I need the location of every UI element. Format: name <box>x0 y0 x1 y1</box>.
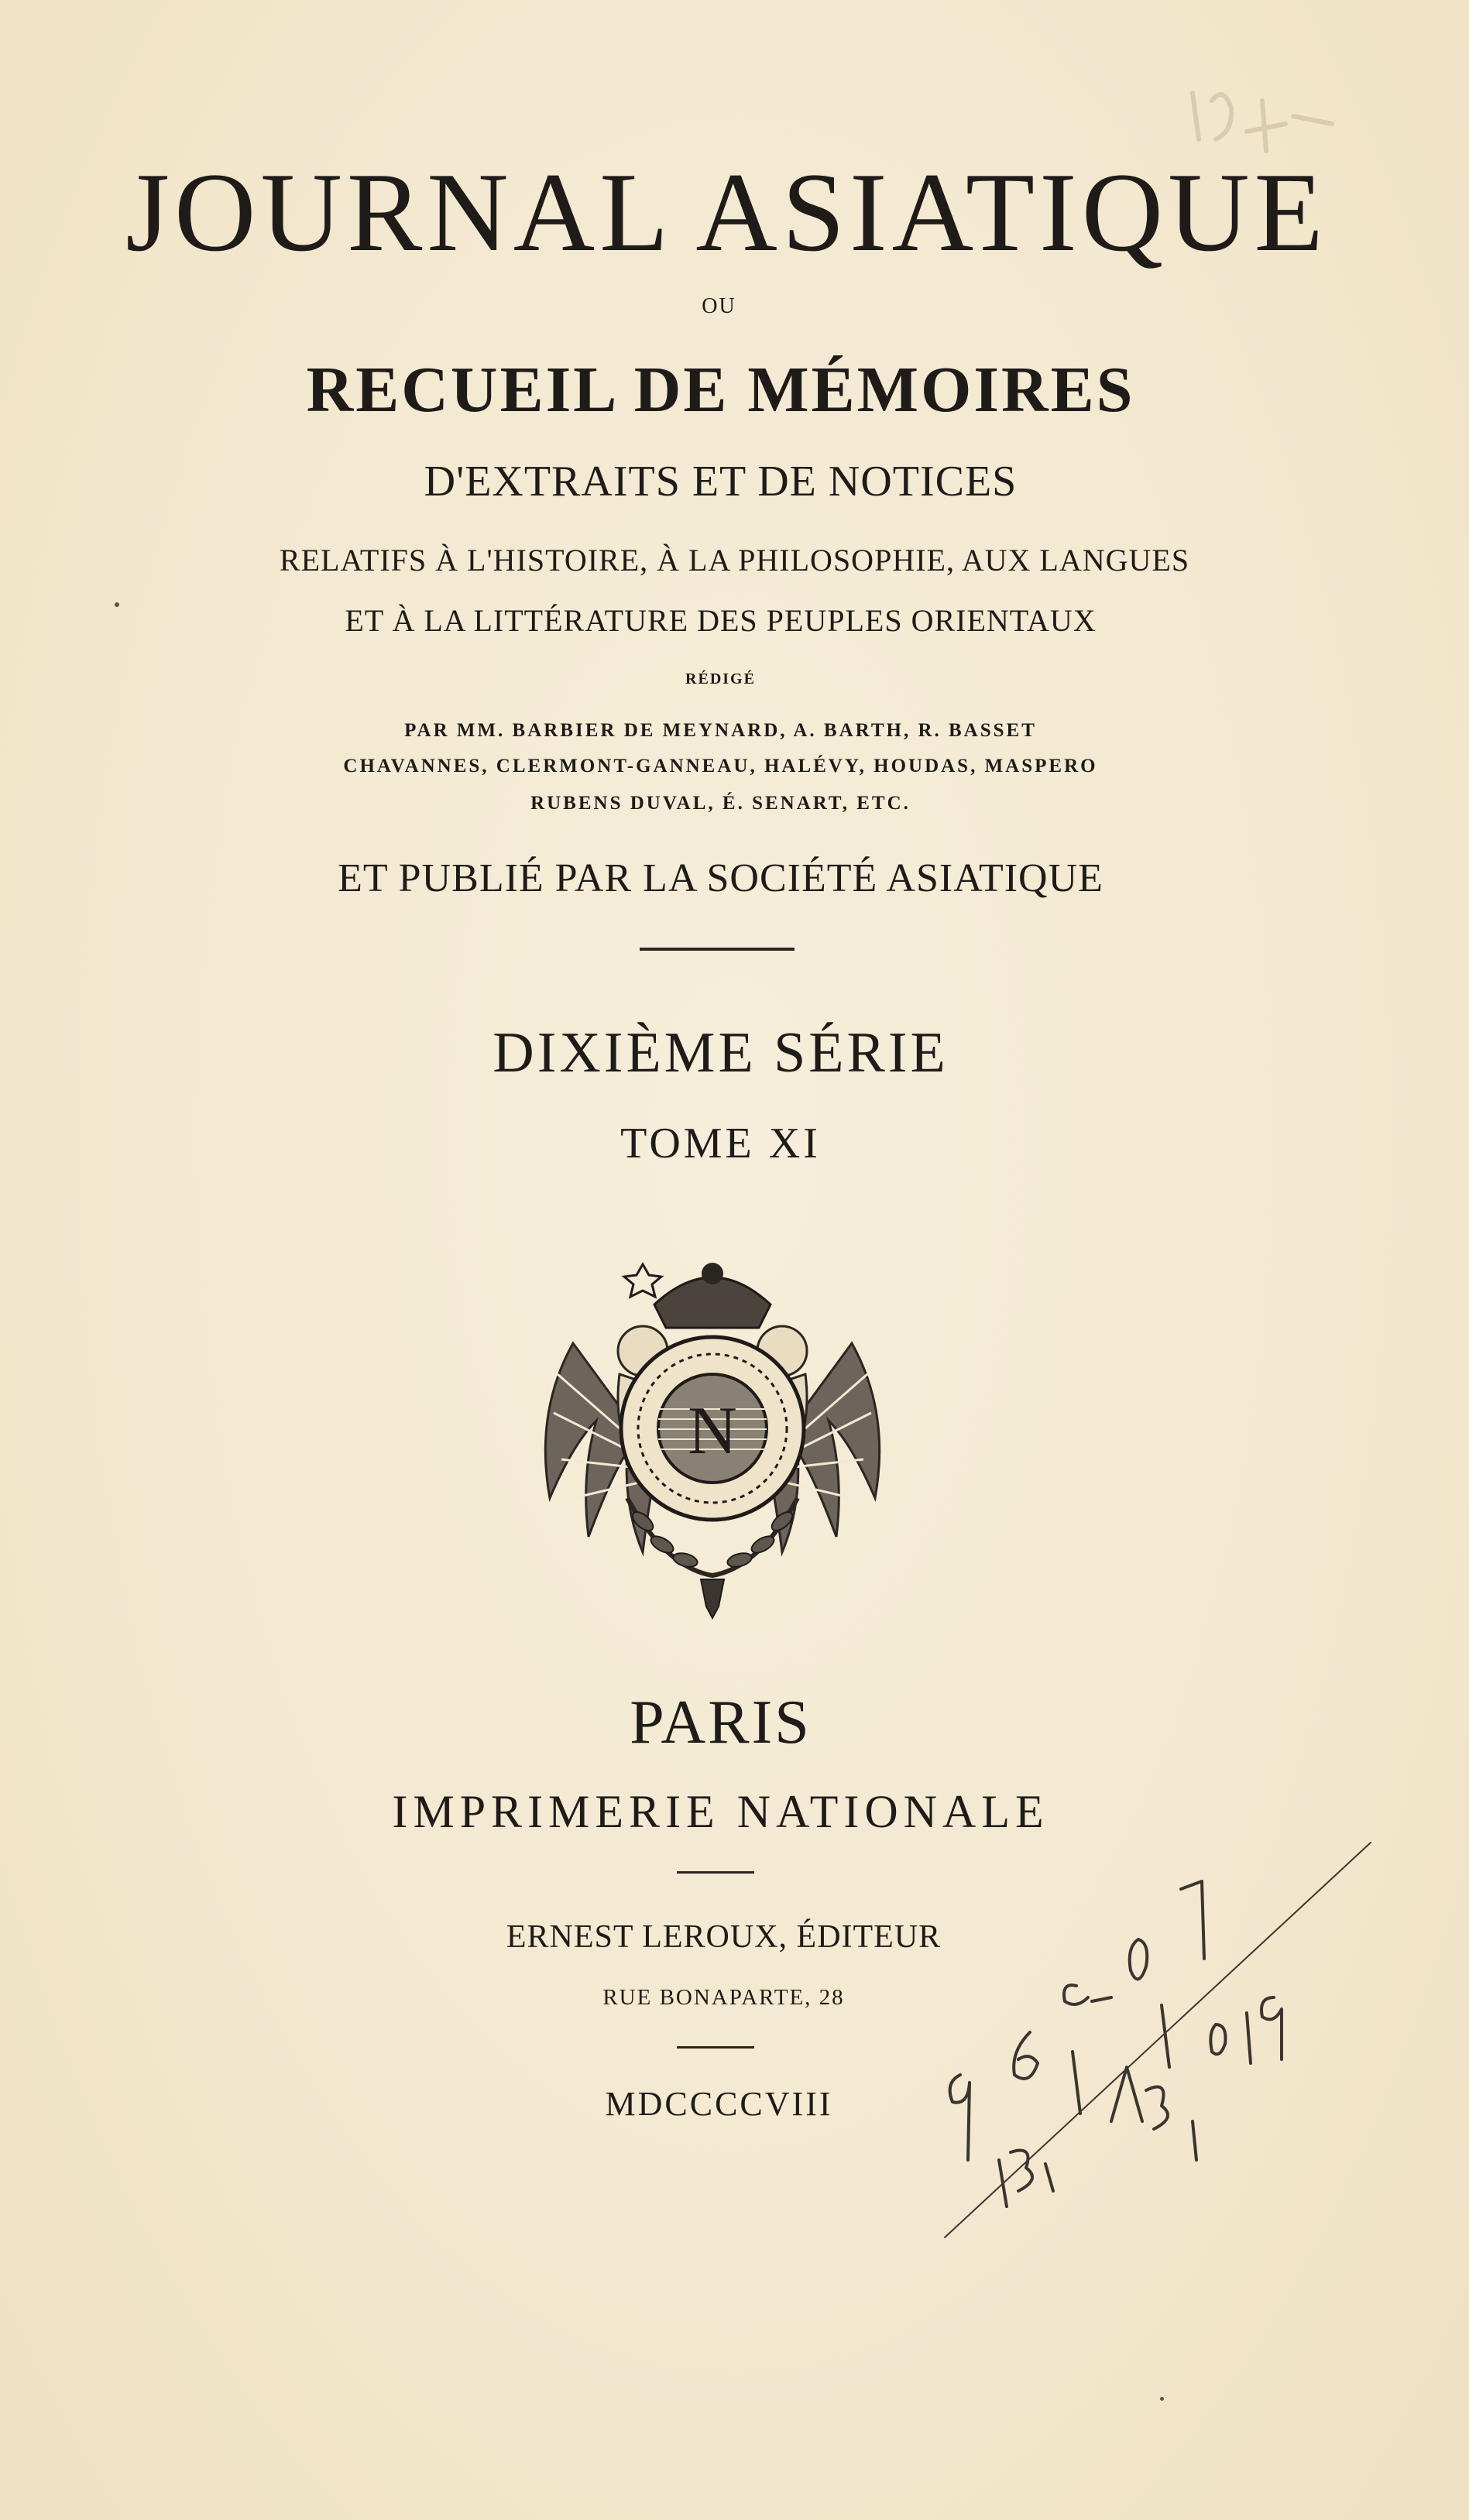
divider-rule-short-2 <box>677 2046 754 2049</box>
printer-label: IMPRIMERIE NATIONALE <box>392 1786 1049 1837</box>
journal-title: JOURNAL ASIATIQUE <box>125 149 1328 275</box>
publisher-label: ERNEST LEROUX, ÉDITEUR <box>506 1919 942 1955</box>
publication-year: MDCCCCVIII <box>605 2085 833 2123</box>
redige-label: RÉDIGÉ <box>685 670 756 687</box>
editors-line-1: PAR MM. BARBIER DE MEYNARD, A. BARTH, R. BASSET <box>404 720 1037 741</box>
subtitle-relatifs: RELATIFS À L'HISTOIRE, À LA PHILOSOPHIE, AUX LANGUES <box>279 543 1190 578</box>
volume-label: TOME XI <box>620 1119 821 1167</box>
series-label: DIXIÈME SÉRIE <box>493 1021 949 1085</box>
imperial-seal-icon <box>527 1243 898 1622</box>
editors-line-2: CHAVANNES, CLERMONT-GANNEAU, HALÉVY, HOUDAS, MASPERO <box>343 756 1098 777</box>
paper-speck <box>115 602 119 607</box>
conjunction-ou: OU <box>702 294 736 318</box>
publisher-society: ET PUBLIÉ PAR LA SOCIÉTÉ ASIATIQUE <box>338 856 1103 900</box>
subtitle-recueil: RECUEIL DE MÉMOIRES <box>306 354 1135 426</box>
subtitle-extraits: D'EXTRAITS ET DE NOTICES <box>424 458 1018 506</box>
divider-rule <box>640 948 795 951</box>
city-label: PARIS <box>630 1689 812 1757</box>
publisher-address: RUE BONAPARTE, 28 <box>602 1985 845 2010</box>
paper-speck <box>1160 2397 1164 2401</box>
divider-rule-short <box>677 1871 754 1874</box>
seal-monogram: N <box>688 1394 737 1469</box>
subtitle-litterature: ET À LA LITTÉRATURE DES PEUPLES ORIENTAUX <box>345 603 1097 638</box>
pencil-shelfmark-icon <box>914 1819 1378 2253</box>
editors-line-3: RUBENS DUVAL, É. SENART, ETC. <box>530 793 911 814</box>
